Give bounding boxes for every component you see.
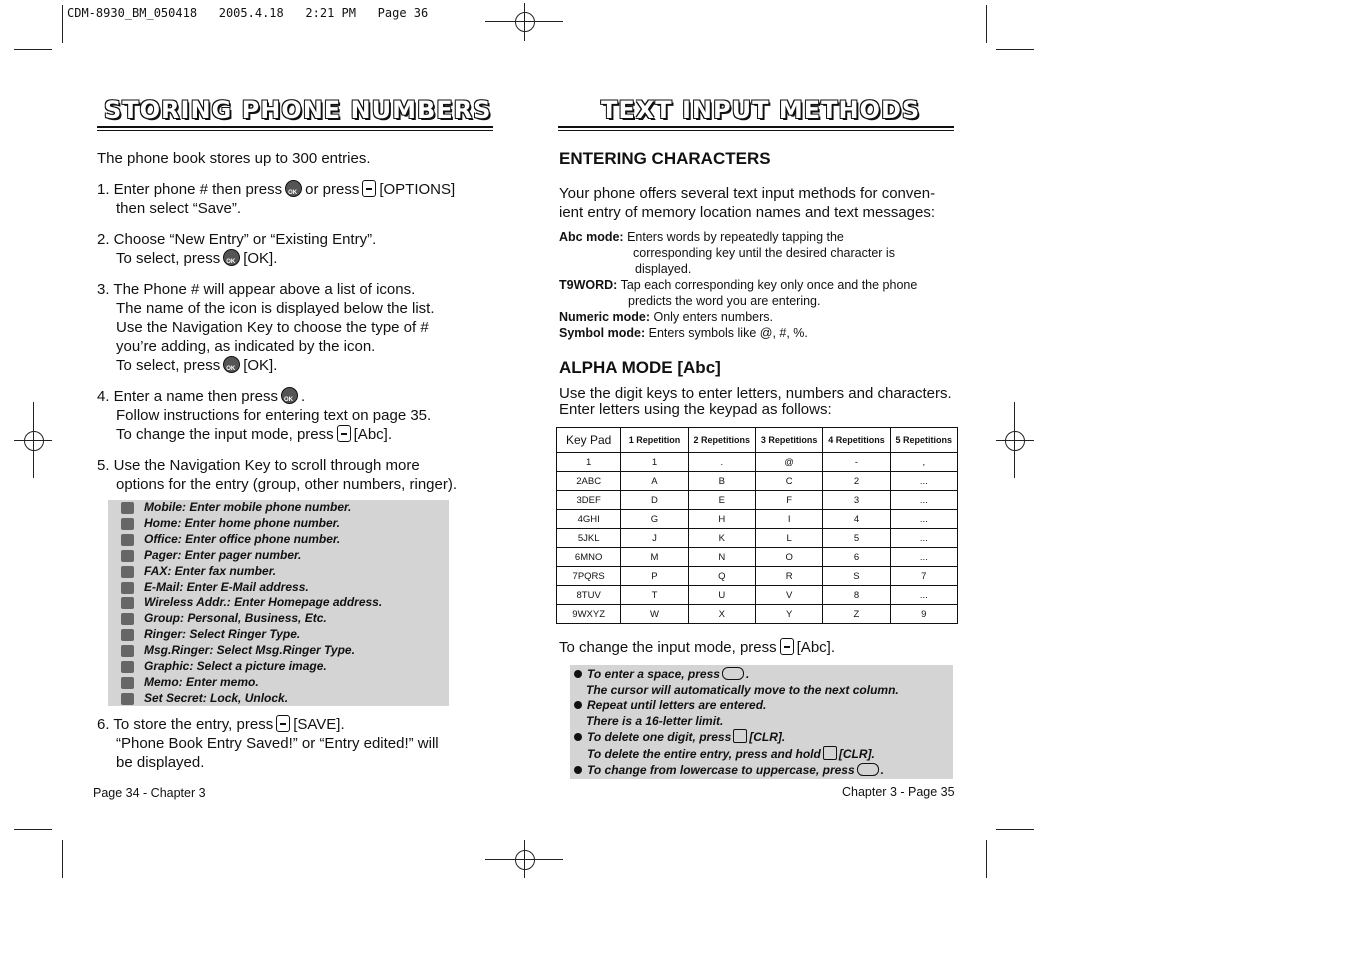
- table-cell: X: [688, 605, 755, 624]
- list-item: Memo: Enter memo.: [108, 675, 449, 691]
- table-cell: 5: [823, 529, 890, 548]
- table-cell: .: [688, 453, 755, 472]
- table-cell: E: [688, 491, 755, 510]
- table-cell: Z: [823, 605, 890, 624]
- pager-icon: [121, 550, 134, 562]
- page-footer-right: Chapter 3 - Page 35: [842, 785, 955, 799]
- list-item: Ringer: Select Ringer Type.: [108, 627, 449, 643]
- bullet-icon: [574, 670, 582, 678]
- table-cell: K: [688, 529, 755, 548]
- bullet-icon: [574, 766, 582, 774]
- table-cell: I: [755, 510, 822, 529]
- table-cell: @: [755, 453, 822, 472]
- alpha-intro: Use the digit keys to enter letters, numbers and characters. Enter letters using the keypad as follows:: [559, 385, 952, 418]
- table-cell: J: [621, 529, 688, 548]
- table-cell: N: [688, 548, 755, 567]
- soft-key-icon: [780, 638, 794, 655]
- list-item: Home: Enter home phone number.: [108, 516, 449, 532]
- table-cell: 3DEF: [557, 491, 621, 510]
- table-cell: ...: [890, 510, 957, 529]
- home-icon: [121, 518, 134, 530]
- list-item: Mobile: Enter mobile phone number.: [108, 500, 449, 516]
- registration-line: [524, 3, 525, 41]
- ok-key-icon: [285, 180, 302, 197]
- icon-list: [108, 500, 449, 707]
- table-cell: 1: [557, 453, 621, 472]
- table-header-cell: Key Pad: [557, 428, 621, 453]
- list-item: Wireless Addr.: Enter Homepage address.: [108, 595, 449, 611]
- crop-mark: [996, 829, 1034, 830]
- list-item: Set Secret: Lock, Unlock.: [108, 691, 449, 707]
- table-row: [557, 529, 958, 548]
- table-cell: Q: [688, 567, 755, 586]
- table-cell: H: [688, 510, 755, 529]
- table-header-row: [557, 428, 958, 453]
- table-cell: O: [755, 548, 822, 567]
- step-6: 6. To store the entry, press [SAVE]. “Phone Book Entry Saved!” or “Entry edited!” will be displayed.: [97, 716, 439, 771]
- mobile-icon: [121, 502, 134, 514]
- registration-mark: [515, 12, 535, 32]
- intro-text: Your phone offers several text input methods for conven- ient entry of memory location names and text messages:: [559, 185, 936, 221]
- table-row: [557, 567, 958, 586]
- table-cell: C: [755, 472, 822, 491]
- ok-key-icon: [281, 387, 298, 404]
- table-header-cell: 4 Repetitions: [823, 428, 890, 453]
- table-cell: 9: [890, 605, 957, 624]
- graphic-icon: [121, 661, 134, 673]
- mode-descriptions: Abc mode: Enters words by repeatedly tapping the corresponding key until the desired character is displayed. T9WORD: Tap each corresponding key only once and the phone predicts the word you are entering. Numeric mode: Only enters numbers. Symbol mode: Enters symbols like @, #, %.: [559, 230, 918, 340]
- table-cell: 2ABC: [557, 472, 621, 491]
- section-heading: ENTERING CHARACTERS: [559, 149, 771, 168]
- bullet-icon: [574, 701, 582, 709]
- list-item: Msg.Ringer: Select Msg.Ringer Type.: [108, 643, 449, 659]
- table-cell: -: [823, 453, 890, 472]
- table-cell: 8: [823, 586, 890, 605]
- page-footer-left: Page 34 - Chapter 3: [93, 786, 206, 800]
- crop-mark: [986, 5, 987, 43]
- page-title-right: TEXT INPUT METHODS: [601, 96, 921, 124]
- ok-key-icon: [223, 249, 240, 266]
- table-cell: ...: [890, 529, 957, 548]
- table-cell: 9WXYZ: [557, 605, 621, 624]
- table-header-cell: 1 Repetition: [621, 428, 688, 453]
- msg-ringer-icon: [121, 645, 134, 657]
- table-row: [557, 586, 958, 605]
- memo-icon: [121, 677, 134, 689]
- registration-line: [1014, 402, 1015, 478]
- table-cell: 3: [823, 491, 890, 510]
- table-row: [557, 453, 958, 472]
- table-cell: ...: [890, 548, 957, 567]
- crop-mark: [62, 5, 63, 43]
- list-item: Graphic: Select a picture image.: [108, 659, 449, 675]
- table-cell: ,: [890, 453, 957, 472]
- table-cell: ...: [890, 586, 957, 605]
- registration-line: [33, 402, 34, 478]
- step-5: 5. Use the Navigation Key to scroll through more options for the entry (group, other numbers, ringer).: [97, 457, 458, 493]
- table-cell: 6MNO: [557, 548, 621, 567]
- registration-line: [996, 440, 1034, 441]
- soft-key-icon: [337, 425, 351, 442]
- registration-mark: [515, 850, 535, 870]
- office-icon: [121, 534, 134, 546]
- table-cell: 1: [621, 453, 688, 472]
- table-header-cell: 3 Repetitions: [755, 428, 822, 453]
- table-cell: 6: [823, 548, 890, 567]
- step-1: 1. Enter phone # then pressOK or press [OPTIONS] then select “Save”.: [97, 180, 517, 218]
- title-rule: [558, 130, 954, 131]
- registration-mark: [1005, 431, 1025, 451]
- crop-mark: [14, 829, 52, 830]
- table-cell: D: [621, 491, 688, 510]
- table-cell: Y: [755, 605, 822, 624]
- tips-list: To enter a space, press . The cursor will automatically move to the next column. Repeat until letters are entered. There is a 16-letter limit. To delete one digit, press [CLR]. To delete the entire entry, press and hold [CLR]. To change from lowercase to uppercase, press .: [574, 667, 954, 778]
- space-key-icon: [722, 667, 744, 680]
- star-key-icon: [857, 763, 879, 776]
- bullet-icon: [574, 733, 582, 741]
- wireless-icon: [121, 597, 134, 609]
- table-row: [557, 605, 958, 624]
- title-rule: [558, 126, 954, 128]
- intro-text: The phone book stores up to 300 entries.: [97, 150, 371, 167]
- email-icon: [121, 582, 134, 594]
- print-slug: CDM-8930_BM_050418 2005.4.18 2:21 PM Page 36: [67, 6, 429, 20]
- soft-key-icon: [276, 715, 290, 732]
- table-cell: B: [688, 472, 755, 491]
- table-cell: 8TUV: [557, 586, 621, 605]
- table-header-cell: 2 Repetitions: [688, 428, 755, 453]
- table-cell: 5JKL: [557, 529, 621, 548]
- registration-mark: [24, 431, 44, 451]
- table-row: [557, 510, 958, 529]
- crop-mark: [62, 840, 63, 878]
- step-4: 4. Enter a name then pressOK . Follow instructions for entering text on page 35. To change the input mode, press [Abc].: [97, 387, 517, 444]
- page-title-left: STORING PHONE NUMBERS: [104, 96, 492, 124]
- section-heading: ALPHA MODE [Abc]: [559, 358, 721, 377]
- table-cell: 7: [890, 567, 957, 586]
- table-cell: A: [621, 472, 688, 491]
- change-mode-text: To change the input mode, press [Abc].: [559, 639, 835, 656]
- table-row: [557, 472, 958, 491]
- group-icon: [121, 613, 134, 625]
- clr-key-icon: [823, 746, 837, 760]
- step-3: 3. The Phone # will appear above a list of icons. The name of the icon is displayed below the list. Use the Navigation Key to choose the type of # you’re adding, as indicated by the icon. To select, pressOK [OK].: [97, 280, 517, 375]
- table-row: [557, 491, 958, 510]
- list-item: E-Mail: Enter E-Mail address.: [108, 580, 449, 596]
- crop-mark: [996, 49, 1034, 50]
- table-cell: V: [755, 586, 822, 605]
- soft-key-icon: [362, 180, 376, 197]
- list-item: Office: Enter office phone number.: [108, 532, 449, 548]
- table-cell: ...: [890, 491, 957, 510]
- table-row: [557, 548, 958, 567]
- crop-mark: [14, 49, 52, 50]
- crop-mark: [986, 840, 987, 878]
- ringer-icon: [121, 629, 134, 641]
- list-item: Group: Personal, Business, Etc.: [108, 611, 449, 627]
- table-cell: L: [755, 529, 822, 548]
- title-rule: [97, 126, 493, 128]
- table-cell: S: [823, 567, 890, 586]
- ok-key-icon: [223, 356, 240, 373]
- list-item: Pager: Enter pager number.: [108, 548, 449, 564]
- registration-line: [524, 840, 525, 878]
- table-cell: G: [621, 510, 688, 529]
- table-cell: F: [755, 491, 822, 510]
- table-cell: 4: [823, 510, 890, 529]
- table-header-cell: 5 Repetitions: [890, 428, 957, 453]
- table-cell: R: [755, 567, 822, 586]
- table-cell: M: [621, 548, 688, 567]
- table-cell: P: [621, 567, 688, 586]
- keypad-table: [556, 427, 958, 624]
- clr-key-icon: [733, 729, 747, 743]
- secret-icon: [121, 693, 134, 705]
- step-2: 2. Choose “New Entry” or “Existing Entry”. To select, pressOK [OK].: [97, 230, 517, 268]
- table-cell: T: [621, 586, 688, 605]
- table-cell: ...: [890, 472, 957, 491]
- table-cell: 4GHI: [557, 510, 621, 529]
- table-cell: 2: [823, 472, 890, 491]
- title-rule: [97, 130, 493, 131]
- fax-icon: [121, 566, 134, 578]
- table-cell: 7PQRS: [557, 567, 621, 586]
- list-item: FAX: Enter fax number.: [108, 564, 449, 580]
- table-cell: U: [688, 586, 755, 605]
- table-cell: W: [621, 605, 688, 624]
- left-content: [97, 149, 517, 506]
